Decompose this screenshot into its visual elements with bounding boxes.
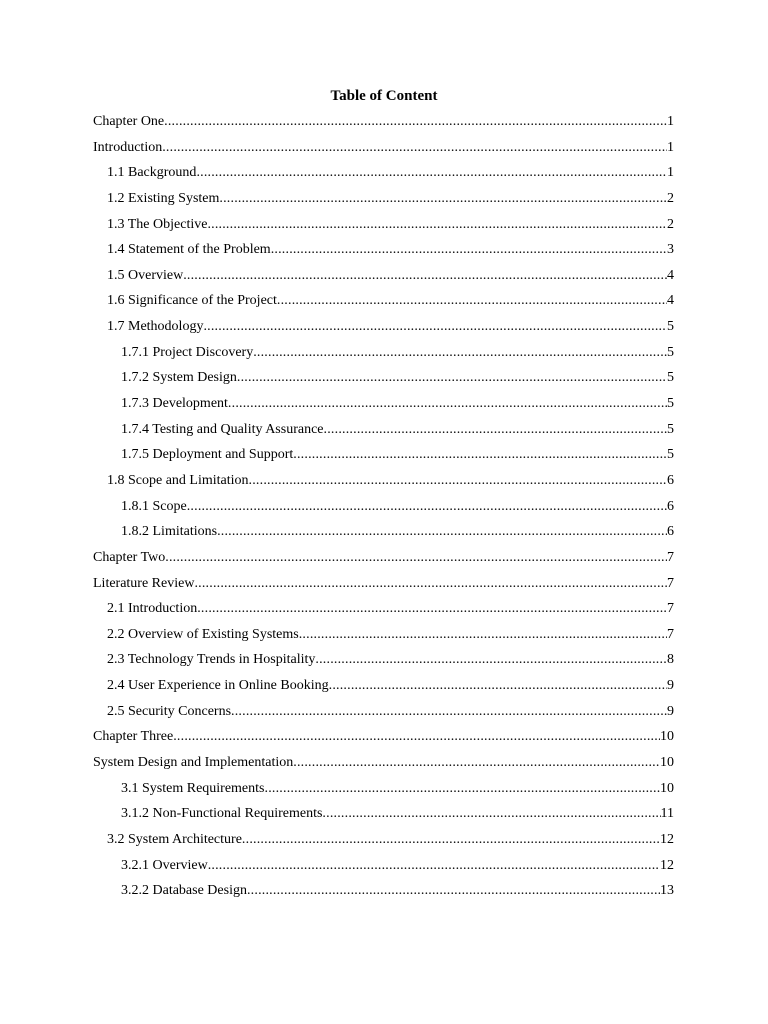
dot-leader [249, 472, 667, 490]
dot-leader [329, 677, 667, 695]
toc-entry-title: 2.2 Overview of Existing Systems [107, 626, 299, 642]
toc-entry-title: 2.4 User Experience in Online Booking [107, 678, 329, 694]
toc-entry-title: 3.1 System Requirements [121, 780, 265, 796]
dot-leader [271, 241, 667, 259]
toc-entry[interactable] [93, 369, 674, 395]
toc-entry[interactable] [93, 113, 674, 139]
toc-entry[interactable] [93, 292, 674, 318]
toc-entry-page-number: 12 [660, 831, 674, 847]
toc-entry-page-number: 5 [667, 447, 674, 463]
toc-entry-title: 1.3 The Objective [107, 216, 208, 232]
toc-entry-page-number: 10 [660, 755, 674, 771]
toc-entry-title: 1.4 Statement of the Problem [107, 242, 271, 258]
toc-entry-page-number: 9 [667, 678, 674, 694]
toc-entry-title: 1.7.1 Project Discovery [121, 344, 254, 360]
toc-entry-page-number: 7 [667, 549, 674, 565]
toc-entry[interactable] [93, 318, 674, 344]
toc-entry[interactable] [93, 600, 674, 626]
dot-leader [197, 600, 667, 618]
toc-entry-title: 3.2 System Architecture [107, 831, 242, 847]
toc-entry-title: 1.6 Significance of the Project [107, 293, 277, 309]
dot-leader [164, 113, 667, 131]
toc-entry-page-number: 7 [667, 626, 674, 642]
dot-leader [293, 446, 667, 464]
toc-entry-page-number: 2 [667, 216, 674, 232]
toc-entry[interactable] [93, 549, 674, 575]
toc-entry[interactable] [93, 703, 674, 729]
toc-entry[interactable] [93, 651, 674, 677]
toc-entry-title: Chapter Three [93, 729, 174, 745]
dot-leader [277, 292, 667, 310]
toc-entry-title: 1.8.2 Limitations [121, 524, 218, 540]
toc-entry-title: 1.5 Overview [107, 267, 184, 283]
toc-entry-page-number: 1 [667, 139, 674, 155]
toc-entry[interactable] [93, 728, 674, 754]
toc-entry-title: 3.1.2 Non-Functional Requirements [121, 806, 323, 822]
dot-leader [253, 344, 667, 362]
dot-leader [228, 395, 667, 413]
toc-entry-title: 1.8 Scope and Limitation [107, 472, 249, 488]
toc-entry-page-number: 4 [667, 267, 674, 283]
dot-leader [165, 549, 667, 567]
dot-leader [217, 523, 667, 541]
toc-entry-title: 2.3 Technology Trends in Hospitality [107, 652, 316, 668]
toc-entry[interactable] [93, 190, 674, 216]
toc-entry[interactable] [93, 164, 674, 190]
toc-entry-title: 1.7.3 Development [121, 396, 228, 412]
toc-entry[interactable] [93, 216, 674, 242]
dot-leader [324, 421, 667, 439]
toc-entry-page-number: 1 [667, 165, 674, 181]
toc-entry[interactable] [93, 677, 674, 703]
dot-leader [219, 190, 667, 208]
toc-entry[interactable] [93, 139, 674, 165]
dot-leader [299, 626, 667, 644]
dot-leader [322, 805, 660, 823]
dot-leader [183, 267, 667, 285]
toc-entry[interactable] [93, 882, 674, 908]
toc-entry-page-number: 9 [667, 703, 674, 719]
toc-entry-title: 1.2 Existing System [107, 190, 220, 206]
toc-entry-page-number: 10 [660, 780, 674, 796]
toc-entry-page-number: 10 [660, 729, 674, 745]
toc-entry-page-number: 8 [667, 652, 674, 668]
toc-entry-title: 3.2.2 Database Design [121, 883, 247, 899]
toc-entry-page-number: 6 [667, 524, 674, 540]
toc-entry-title: 1.7.5 Deployment and Support [121, 447, 294, 463]
table-of-contents [93, 113, 674, 908]
toc-entry[interactable] [93, 754, 674, 780]
toc-entry-page-number: 7 [667, 575, 674, 591]
toc-entry-title: 1.7.4 Testing and Quality Assurance [121, 421, 324, 437]
page-title: Table of Content [330, 88, 438, 104]
toc-entry-title: Chapter Two [93, 549, 166, 565]
toc-entry[interactable] [93, 472, 674, 498]
toc-entry-page-number: 5 [667, 396, 674, 412]
dot-leader [203, 318, 667, 336]
toc-entry[interactable] [93, 857, 674, 883]
toc-entry-title: 1.7 Methodology [107, 319, 204, 335]
toc-entry-title: 1.8.1 Scope [121, 498, 187, 514]
toc-entry-page-number: 5 [667, 370, 674, 386]
toc-entry-page-number: 12 [660, 857, 674, 873]
toc-entry-page-number: 6 [667, 498, 674, 514]
toc-entry-title: 3.2.1 Overview [121, 857, 208, 873]
dot-leader [207, 216, 667, 234]
toc-entry-title: 2.1 Introduction [107, 601, 198, 617]
dot-leader [231, 703, 667, 721]
toc-entry-page-number: 2 [667, 190, 674, 206]
toc-entry[interactable] [93, 805, 674, 831]
dot-leader [293, 754, 660, 772]
toc-entry-title: 1.1 Background [107, 165, 197, 181]
toc-entry-page-number: 6 [667, 472, 674, 488]
toc-entry-page-number: 11 [660, 806, 674, 822]
dot-leader [242, 831, 660, 849]
toc-entry[interactable] [93, 446, 674, 472]
toc-entry[interactable] [93, 344, 674, 370]
dot-leader [208, 857, 660, 875]
toc-entry[interactable] [93, 575, 674, 601]
dot-leader [162, 139, 667, 157]
toc-entry[interactable] [93, 780, 674, 806]
toc-entry-page-number: 1 [667, 114, 674, 129]
toc-entry[interactable] [93, 395, 674, 421]
toc-entry-page-number: 4 [667, 293, 674, 309]
toc-entry[interactable] [93, 626, 674, 652]
toc-entry[interactable] [93, 241, 674, 267]
toc-entry-title: Introduction [93, 139, 163, 155]
toc-entry[interactable] [93, 498, 674, 524]
dot-leader [247, 882, 660, 900]
dot-leader [237, 369, 667, 387]
toc-entry-title: System Design and Implementation [93, 755, 294, 771]
toc-entry-title: 1.7.2 System Design [121, 370, 237, 386]
toc-entry[interactable] [93, 267, 674, 293]
toc-entry-page-number: 5 [667, 344, 674, 360]
dot-leader [315, 651, 667, 669]
toc-entry-page-number: 5 [667, 319, 674, 335]
toc-entry[interactable] [93, 523, 674, 549]
dot-leader [187, 498, 667, 516]
dot-leader [196, 164, 667, 182]
toc-entry-page-number: 13 [660, 883, 674, 899]
toc-entry[interactable] [93, 421, 674, 447]
dot-leader [194, 575, 667, 593]
toc-entry-title: Literature Review [93, 575, 195, 591]
toc-entry-title: 2.5 Security Concerns [107, 703, 232, 719]
dot-leader [173, 728, 660, 746]
toc-entry-page-number: 3 [667, 242, 674, 258]
toc-entry-page-number: 7 [667, 601, 674, 617]
dot-leader [265, 780, 661, 798]
toc-entry[interactable] [93, 831, 674, 857]
toc-entry-page-number: 5 [667, 421, 674, 437]
toc-entry-title: Chapter One [93, 114, 165, 129]
